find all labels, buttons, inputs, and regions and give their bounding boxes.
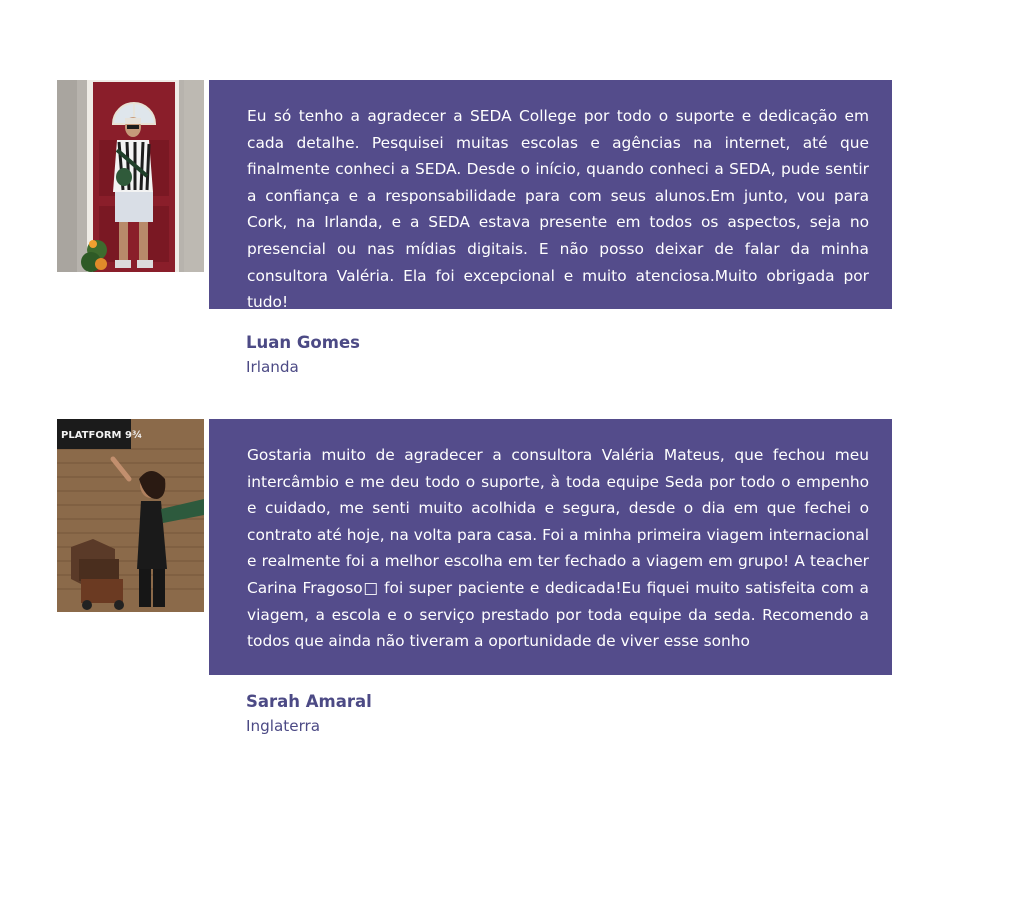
testimonial-author-name: Sarah Amaral [246,692,372,711]
person-at-red-door-photo-icon [57,80,204,272]
testimonial-text: Gostaria muito de agradecer a consultora Valéria Mateus, que fechou meu intercâmbio e me deu todo o suporte, à toda equipe Seda por todo o empenho e cuidado, me senti muito acolhida e segura, desde o dia em que fechei o contrato até hoje, na volta para casa. Foi a minha primeira viagem internacional e realmente foi a melhor escolha em ter fechado a viagem em grupo! A teacher Carina Fragoso□ foi super paciente e dedicada!Eu fiquei muito satisfeita com a viagem, a escola e o serviço prestado por toda equipe da seda. Recomendo a todos que ainda não tiveram a oportunidade de viver esse sonho [247,446,869,651]
testimonial-photo-sarah [57,419,204,612]
testimonial-quote-box-luan [209,80,892,312]
testimonial-text: Eu só tenho a agradecer a SEDA College por todo o suporte e dedicação em cada detalhe. Pesquisei muitas escolas e agências na internet, até que finalmente conheci a SEDA. Desde o início, quando conheci a SEDA, pude sentir a confiança e a responsabilidade para com seus alunos.Em junto, vou para Cork, na Irlanda, e a SEDA estava presente em todos os aspectos, seja no presencial ou nas mídias digitais. E não posso deixar de falar da minha consultora Valéria. Ela foi excepcional e muito atenciosa.Muito obrigada por tudo! [247,107,869,312]
platform-nine-three-quarters-photo-icon [57,419,204,612]
testimonial-author-country: Inglaterra [246,717,321,735]
platform-sign: PLATFORM 9¾ [61,430,143,441]
testimonial-author-country: Irlanda [246,358,299,376]
testimonial-quote-box-sarah [209,419,892,675]
testimonial-author-name: Luan Gomes [246,333,360,352]
testimonial-photo-luan [57,80,204,272]
